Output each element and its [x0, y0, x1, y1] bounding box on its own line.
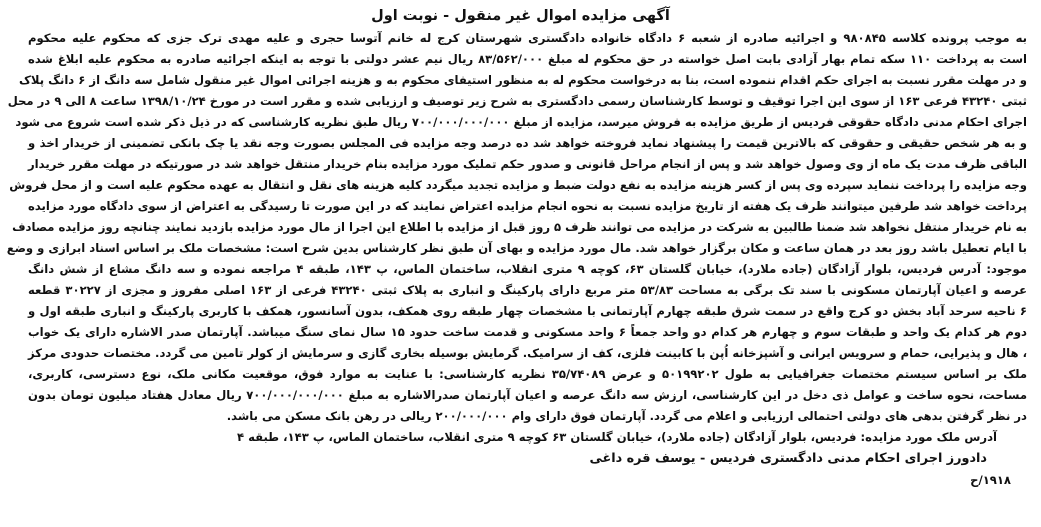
notice-line: دوم هر کدام یک واحد و طبقات سوم و چهارم هر کدام دو واحد جمعاً ۶ واحد مسکونی و قدمت ساخت حدود ۱۵ سال نمای سنگ میباشد. آپارتمان صدر الاشاره دارای یک خواب — [28, 325, 1027, 339]
notice-line: ، هال و پذیرایی، حمام و سرویس ایرانی و آشپزخانه اُپن با کابینت فلزی، کف از سرامیک. گرمایش بوسیله بخاری گازی و سرمایش از کولر تامین می گردد. مختصات حدودی مرکز — [28, 346, 1027, 360]
notice-line: با ایام تعطیل باشد روز بعد در همان ساعت و مکان برگزار خواهد شد. مال مورد مزایده و بهای آن طبق نظر کارشناس بدین شرح است: مشخصات ملک بر اساس اسناد ابرازی و وضع — [6, 241, 1027, 255]
notice-line: الباقی ظرف مدت یک ماه از وی وصول خواهد شد و پس از انجام مراحل قانونی و صدور حکم تملیک مورد مزایده بنام خریدار منتقل خواهد شد در صورتیکه در مهلت مقرر خریدار — [28, 157, 1027, 171]
notice-title: آگهی مزایده اموال غیر منقول - نوبت اول — [371, 8, 670, 24]
notice-line: و به هر شخص حقیقی و حقوقی که بالاترین قیمت را پیشنهاد نماید فروخته خواهد شد ده درصد وجه مزایده فی المجلس بصورت وجه نقد یا چک بانکی تضمینی از خریدار اخذ و — [28, 136, 1027, 150]
notice-line: به نام خریدار منتقل نخواهد شد ضمنا طالبین به شرکت در مزایده می توانند ظرف ۵ روز قبل از مزایده با اطلاع این اجرا از مال مورد مزایده بازدید نمایند چنانچه روز مزایده مصادف — [12, 220, 1027, 234]
notice-line: در نظر گرفتن بدهی های دولتی احتمالی ارزیابی و اعلام می گردد. آپارتمان فوق دارای وام ۲۰۰/۰۰۰/۰۰۰ ریالی در رهن بانک مسکن می باشد. — [226, 409, 1027, 423]
notice-line: مساحت، نحوه ساخت و عوامل ذی دخل در این کارشناسی، ارزش سه دانگ عرصه و اعیان آپارتمان صدرالاشاره به مبلغ ۷۰۰/۰۰۰/۰۰۰/۰۰۰ ریال معادل هفتاد میلیون تومان بدون — [28, 388, 1028, 402]
signature: دادورز اجرای احکام مدنی دادگستری فردیس - یوسف قره داغی — [589, 451, 987, 466]
notice-line: وجه مزایده را پرداخت ننماید سپرده وی پس از کسر هزینه مزایده به نفع دولت ضبط و مزایده تجدید میگردد کلیه هزینه های نقل و انتقال به عهده محکوم علیه است و از محل فروش — [9, 178, 1027, 192]
notice-line: اجرای احکام مدنی دادگاه حقوقی فردیس از طریق مزایده به فروش میرسد، مزایده از مبلغ ۷۰۰/۰۰۰/۰۰۰/۰۰۰ ریال طبق نظریه کارشناسی که در ذیل ذکر شده است شروع می شود — [15, 115, 1027, 129]
notice-line: ۶ ناحیه سرحد آباد بخش دو کرج واقع در سمت شرق طبقه چهارم آپارتمانی با مشخصات چهار طبقه روی همکف، بدون آسانسور، همکف با کاربری پارکینگ و انباری طبقه اول و — [28, 304, 1027, 318]
notice-line: ثبتی ۴۳۲۴۰ فرعی ۱۶۳ از سوی این اجرا توقیف و توسط کارشناسان رسمی دادگستری به شرح زیر توصیف و ارزیابی شده و مقرر است در مورخ ۱۳۹۸/۱۰/۲۴ ساعت ۸ الی ۹ در محل — [7, 94, 1027, 108]
notice-line: ملک بر اساس سیستم مختصات جغرافیایی به طول ۵۰۱۹۹۲۰۲ و عرض ۳۵/۷۴۰۸۹ نظریه کارشناسی: با عنایت به موارد فوق، موقعیت مکانی ملک، نوع دسترسی، کاربری، — [28, 367, 1027, 381]
notice-line: است به پرداخت ۱۱۰ سکه تمام بهار آزادی بابت اصل خواسته در حق محکوم له مبلغ ۸۳/۵۶۲/۰۰۰ ریال نیم عشر دولتی با توجه به اینکه اجرائیه صادره به محکوم علیه ابلاغ شده — [28, 52, 1027, 66]
notice-line: عرصه و اعیان آپارتمان مسکونی با سند تک برگی به مساحت ۵۳/۸۳ متر مربع دارای پارکینگ و انباری به پلاک ثبتی ۴۳۲۴۰ فرعی از ۱۶۳ اصلی مفروز و مجزی از ۳۰۲۲۷ قطعه — [28, 283, 1028, 297]
notice-body — [6, 28, 1035, 427]
property-address: آدرس ملک مورد مزایده: فردیس، بلوار آزادگان (جاده ملارد)، خیابان گلستان ۶۳ کوچه ۹ متری انقلاب، ساختمان الماس، پ ۱۴۳، طبقه ۴ — [236, 430, 997, 444]
reference-code: ۱۹۱۸/ح — [970, 473, 1011, 487]
notice-line: پرداخت خواهد شد طرفین میتوانند ظرف یک هفته از تاریخ مزایده نسبت به نحوه انجام مزایده اعتراض نمایند که در این صورت تا رسیدگی به اعتراض از سوی دادگاه مورد مزایده — [28, 199, 1027, 213]
auction-notice — [6, 4, 1035, 523]
notice-line: و در مهلت مقرر نسبت به اجرای حکم اقدام ننموده است، بنا به درخواست محکوم له به منظور استیفای محکوم به و هزینه اجرائی اموال غیر منقول شامل سه دانگ از ۶ دانگ پلاک — [19, 73, 1027, 87]
notice-line: موجود: آدرس فردیس، بلوار آزادگان (جاده ملارد)، خیابان گلستان ۶۳، کوچه ۹ متری انقلاب، ساختمان الماس، پ ۱۴۳، طبقه ۴ مراجعه نموده و سه دانگ مشاع از شش دانگ — [28, 262, 1027, 276]
notice-line: به موجب پرونده کلاسه ۹۸۰۸۴۵ و اجرائیه صادره از شعبه ۶ دادگاه خانواده دادگستری شهرستان کرج له خانم آتوسا حجری و علیه مهدی ترک جزی که محکوم علیه محکوم — [28, 31, 1027, 45]
